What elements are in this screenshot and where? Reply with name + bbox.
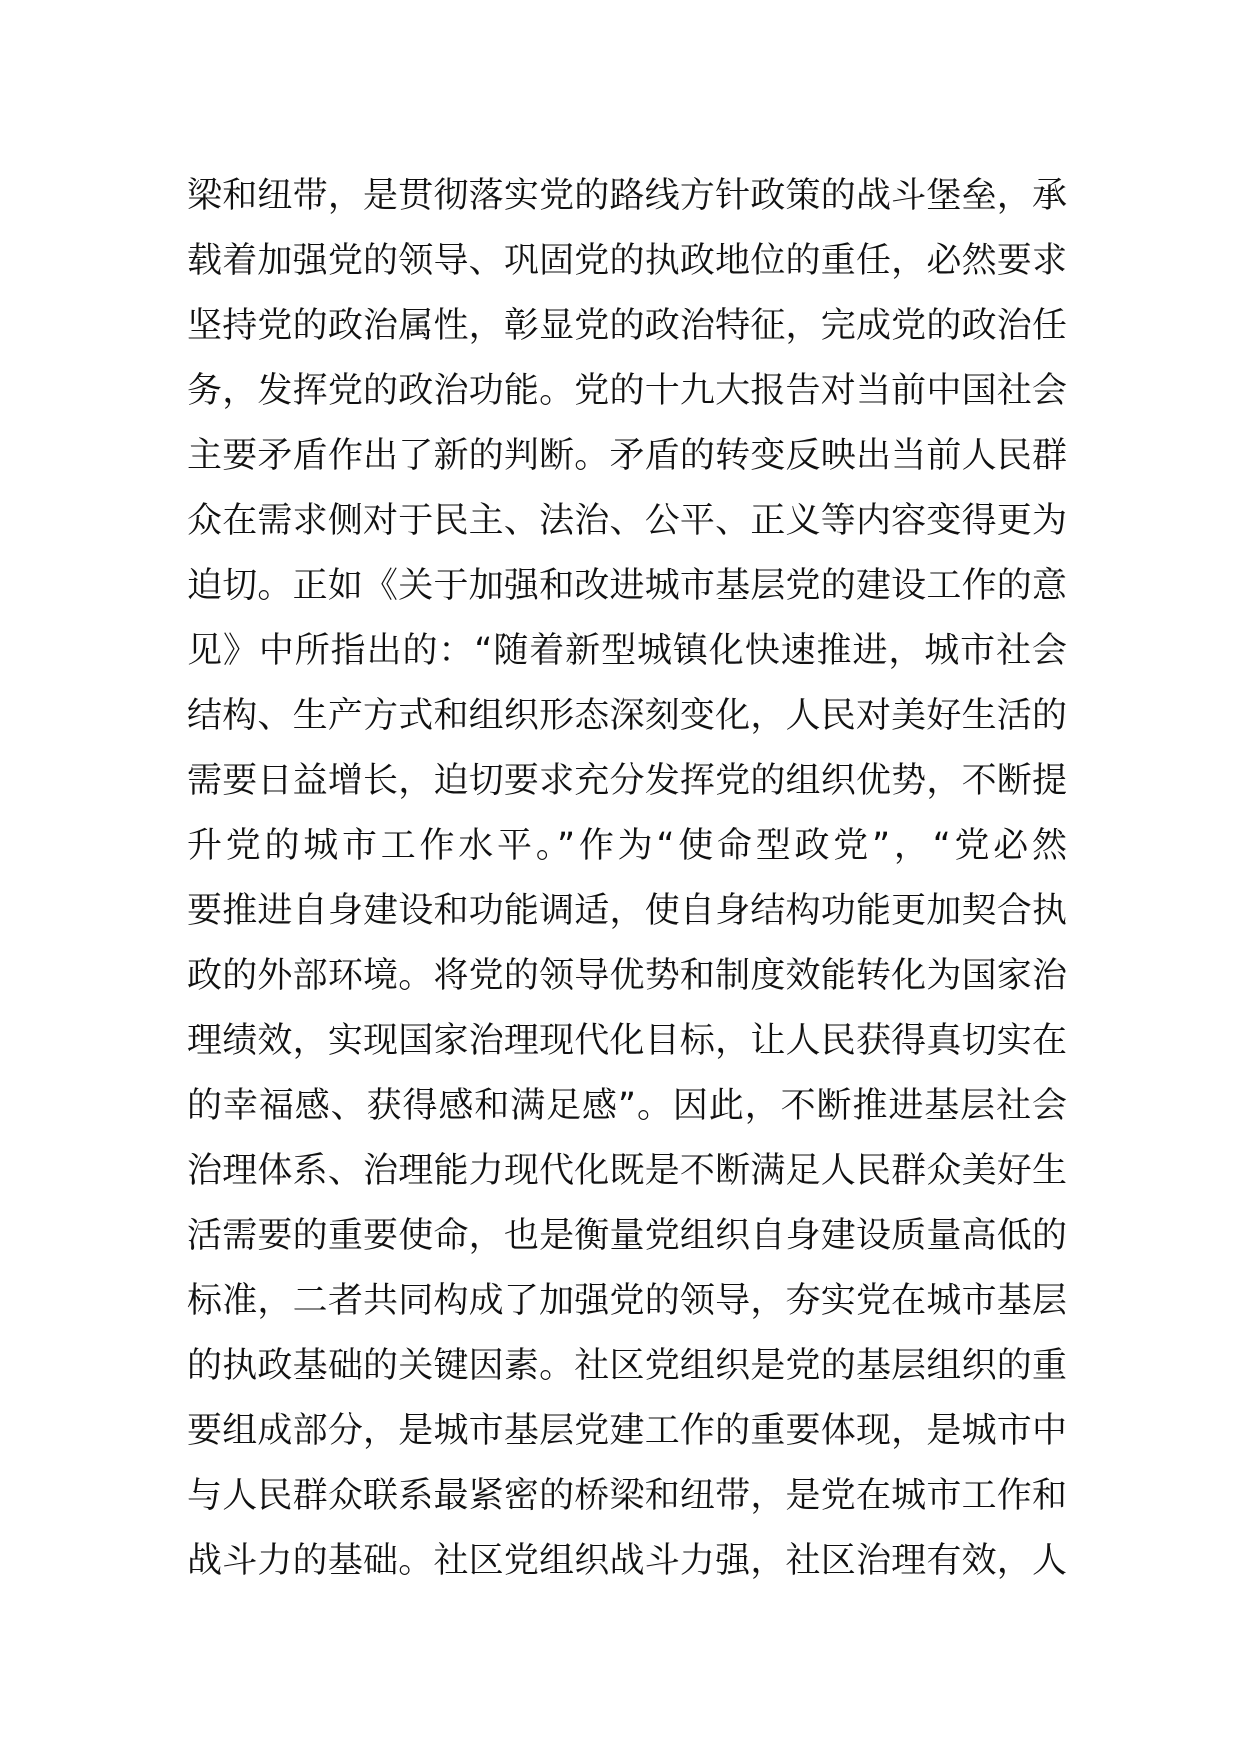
body-text (187, 164, 1067, 1594)
text-line: 的执政基础的关键因素。社区党组织是党的基层组织的重 (187, 1346, 1067, 1386)
text-line: 梁和纽带，是贯彻落实党的路线方针政策的战斗堡垒，承 (187, 176, 1067, 216)
text-line: 载着加强党的领导、巩固党的执政地位的重任，必然要求 (187, 241, 1067, 281)
text-line: 政的外部环境。将党的领导优势和制度效能转化为国家治 (187, 956, 1067, 996)
text-line: 战斗力的基础。社区党组织战斗力强，社区治理有效，人 (187, 1541, 1067, 1581)
text-line: 要推进自身建设和功能调适，使自身结构功能更加契合执 (187, 891, 1067, 931)
text-line: 的幸福感、获得感和满足感”。因此，不断推进基层社会 (187, 1086, 1067, 1126)
text-line: 迫切。正如《关于加强和改进城市基层党的建设工作的意 (187, 566, 1067, 606)
text-line: 活需要的重要使命，也是衡量党组织自身建设质量高低的 (187, 1216, 1067, 1256)
text-line: 主要矛盾作出了新的判断。矛盾的转变反映出当前人民群 (187, 436, 1067, 476)
text-line: 理绩效，实现国家治理现代化目标，让人民获得真切实在 (187, 1021, 1067, 1061)
text-line: 众在需求侧对于民主、法治、公平、正义等内容变得更为 (187, 501, 1067, 541)
text-line: 坚持党的政治属性，彰显党的政治特征，完成党的政治任 (187, 306, 1067, 346)
text-line: 要组成部分，是城市基层党建工作的重要体现，是城市中 (187, 1411, 1067, 1451)
text-line: 见》中所指出的：“随着新型城镇化快速推进，城市社会 (187, 631, 1067, 671)
text-line: 升党的城市工作水平。”作为“使命型政党”，“党必然 (187, 826, 1067, 866)
text-line: 结构、生产方式和组织形态深刻变化，人民对美好生活的 (187, 696, 1067, 736)
text-line: 务，发挥党的政治功能。党的十九大报告对当前中国社会 (187, 371, 1067, 411)
text-line: 标准，二者共同构成了加强党的领导，夯实党在城市基层 (187, 1281, 1067, 1321)
text-line: 与人民群众联系最紧密的桥梁和纽带，是党在城市工作和 (187, 1476, 1067, 1516)
text-line: 治理体系、治理能力现代化既是不断满足人民群众美好生 (187, 1151, 1067, 1191)
text-line: 需要日益增长，迫切要求充分发挥党的组织优势，不断提 (187, 761, 1067, 801)
